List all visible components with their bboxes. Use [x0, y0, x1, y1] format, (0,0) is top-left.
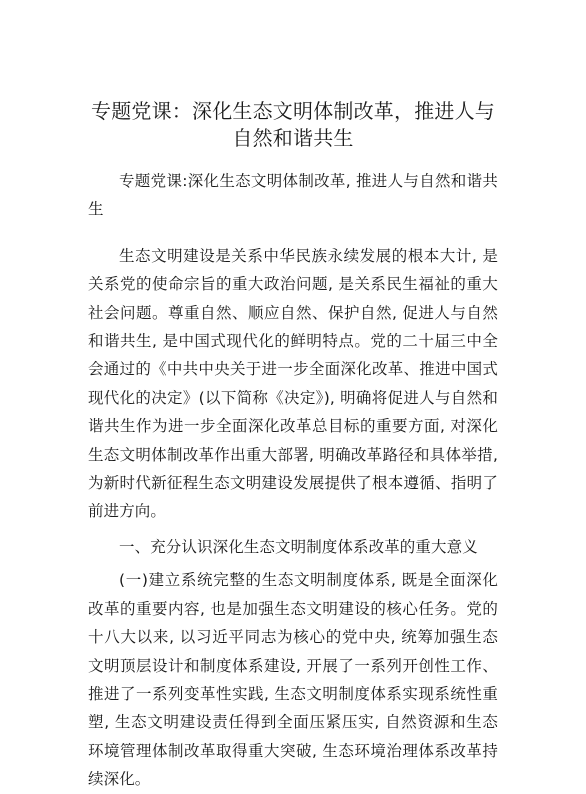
document-title: 专题党课：深化生态文明体制改革，推进人与自然和谐共生 [91, 99, 495, 150]
document-subtitle: 专题党课:深化生态文明体制改革, 推进人与自然和谐共生 [88, 172, 498, 219]
intro-paragraph: 生态文明建设是关系中华民族永续发展的根本大计, 是关系党的使命宗旨的重大政治问题, 是关系民生福祉的重大社会问题。尊重自然、顺应自然、保护自然, 促进人与自然和谐共生, 是中国式现代化的鲜明特点。党的二十届三中全会通过的《中共中央关于进一步全面深化改革、推进中国式现代化的决定》(以下简称《决定》), 明确将促进人与自然和谐共生作为进一步全面深化改革总目标的重要方面, 对深化生态文明体制改革作出重大部署, 明确改革路径和具体举措, 为新时代新征程生态文明建设发展提供了根本遵循、指明了前进方向。 [88, 246, 498, 521]
section-heading: 一、充分认识深化生态文明制度体系改革的重大意义 [119, 537, 478, 556]
body-paragraph: (一)建立系统完整的生态文明制度体系, 既是全面深化改革的重要内容, 也是加强生态文明建设的核心任务。党的十八大以来, 以习近平同志为核心的党中央, 统筹加强生态文明顶层设计和制度体系建设, 开展了一系列开创性工作、推进了一系列变革性实践, 生态文明制度体系实现系统性重塑, 生态文明建设责任得到全面压紧压实, 自然资源和生态环境管理体制改革取得重大突破, 生态环境治理体系改革持续深化。 [88, 571, 498, 789]
